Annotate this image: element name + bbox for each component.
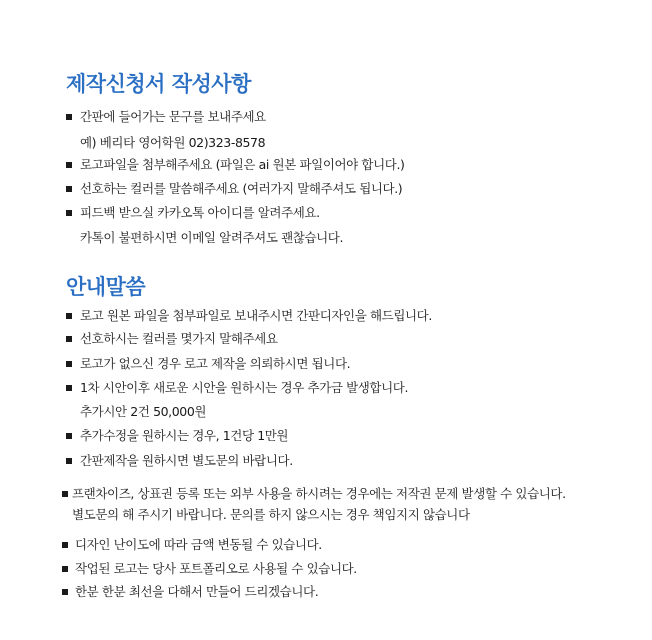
list-item-continuation: 별도문의 해 주시기 바랍니다. 문의를 하지 않으시는 경우 책임지지 않습니다 [72,507,470,522]
bullet-icon [62,542,68,548]
bullet-icon [66,433,72,439]
bullet-icon [66,186,72,192]
request-heading: 제작신청서 작성사항 [66,72,251,96]
guide-heading: 안내말씀 [66,275,146,299]
bullet-icon [66,313,72,319]
bullet-icon [66,361,72,367]
bullet-icon [62,491,68,497]
bullet-icon [66,210,72,216]
bullet-icon [66,336,72,342]
list-item-continuation: 카톡이 불편하시면 이메일 알려주셔도 괜찮습니다. [80,230,344,245]
bullet-icon [66,458,72,464]
list-item-continuation: 예) 베리타 영어학원 02)323-8578 [80,135,266,150]
bullet-icon [66,162,72,168]
list-item-continuation: 추가시안 2건 50,000원 [80,404,207,419]
bullet-icon [62,589,68,595]
bullet-icon [66,114,72,120]
bullet-icon [66,385,72,391]
bullet-icon [62,566,68,572]
